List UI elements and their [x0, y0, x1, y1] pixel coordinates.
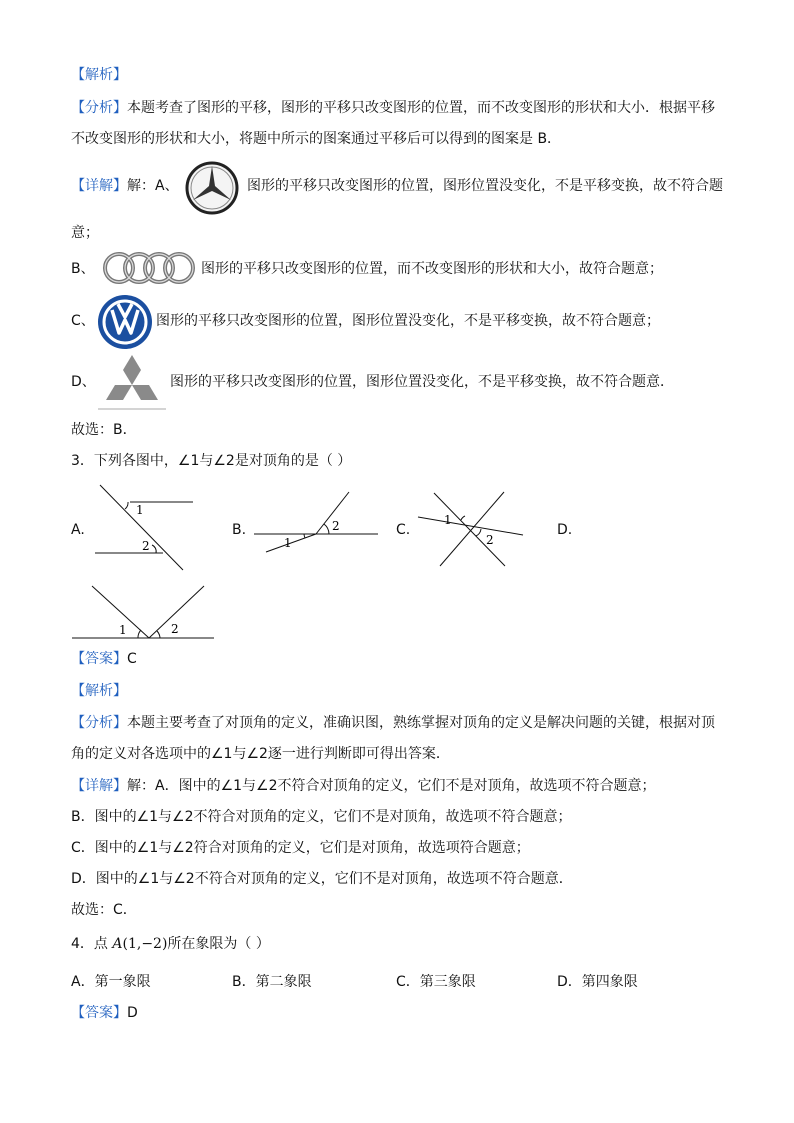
- q4-answer: 【答案】D: [71, 1005, 138, 1021]
- q3-option-b-label: B.: [232, 522, 247, 538]
- guxuan-1: 故选：B．: [71, 422, 137, 438]
- q4-option-c: C．第三象限: [396, 974, 476, 990]
- point-coords: (1,−2): [122, 936, 168, 952]
- q3-figure-c: [414, 490, 526, 568]
- q3-xiangjie-c: C．图中的∠1与∠2符合对顶角的定义，它们是对顶角，故选项符合题意；: [71, 840, 530, 856]
- q3-fenxi-line-2: 角的定义对各选项中的∠1与∠2逐一进行判断即可得出答案．: [71, 746, 450, 762]
- q3-figure-b: [252, 490, 382, 560]
- xiangjie-d-text: 图形的平移只改变图形的位置，图形位置没变化，不是平移变换，故不符合题意．: [170, 374, 674, 390]
- q3-a-angle-2: 2: [142, 539, 150, 553]
- q3-answer: 【答案】C: [71, 651, 137, 667]
- q3-figure-a: [90, 483, 196, 573]
- q3-option-a-label: A.: [71, 522, 85, 538]
- mercedes-logo-icon: [184, 160, 240, 216]
- audi-rings-icon: [99, 250, 199, 286]
- q3-xiangjie-a: 【详解】解：A．图中的∠1与∠2不符合对顶角的定义，它们不是对顶角，故选项不符合题意；: [71, 778, 656, 794]
- q3-c-angle-2: 2: [486, 533, 494, 547]
- q4-option-b: B．第二象限: [232, 974, 312, 990]
- xiangjie-a-line: 【详解】解：A、: [71, 178, 179, 194]
- q3-b-angle-2: 2: [332, 519, 340, 533]
- q3-a-angle-1: 1: [136, 503, 144, 517]
- xiangjie-c-text: 图形的平移只改变图形的位置，图形位置没变化，不是平移变换，故不符合题意；: [156, 313, 660, 329]
- q4-option-a: A．第一象限: [71, 974, 151, 990]
- q3-c-angle-1: 1: [444, 513, 452, 527]
- fenxi-tag: 【分析】: [71, 100, 127, 116]
- fenxi-line-1: 【分析】本题考查了图形的平移，图形的平移只改变图形的位置，而不改变图形的形状和大小．根据平移: [71, 100, 715, 116]
- point-name: A: [112, 936, 123, 952]
- q3-option-d-label: D.: [557, 522, 573, 538]
- volkswagen-logo-icon: [96, 293, 154, 351]
- xiangjie-a-text: 图形的平移只改变图形的位置，图形位置没变化，不是平移变换，故不符合题: [247, 178, 723, 194]
- q3-guxuan: 故选：C．: [71, 902, 137, 918]
- q3-d-angle-2: 2: [171, 622, 179, 636]
- q3-figure-d: [70, 583, 216, 643]
- xiangjie-a-cont: 意；: [71, 225, 99, 241]
- question-4: 4．点 A(1,−2)所在象限为（ ）: [71, 936, 270, 952]
- question-3: 3．下列各图中，∠1与∠2是对顶角的是（ ）: [71, 453, 352, 469]
- q3-xiangjie-d: D．图中的∠1与∠2不符合对顶角的定义，它们不是对顶角，故选项不符合题意．: [71, 871, 573, 887]
- xiangjie-c-prefix: C、: [71, 313, 95, 329]
- xiangjie-tag: 【详解】: [71, 178, 127, 194]
- xiangjie-b-prefix: B、: [71, 261, 95, 277]
- q3-fenxi-line-1: 【分析】本题主要考查了对顶角的定义，准确识图，熟练掌握对顶角的定义是解决问题的关键，根据对顶: [71, 715, 715, 731]
- q3-xiangjie-b: B．图中的∠1与∠2不符合对顶角的定义，它们不是对顶角，故选项不符合题意；: [71, 809, 572, 825]
- jiexi-heading: 【解析】: [71, 67, 127, 83]
- q3-d-angle-1: 1: [119, 623, 127, 637]
- xiangjie-b-text: 图形的平移只改变图形的位置，而不改变图形的形状和大小，故符合题意；: [201, 261, 663, 277]
- xiangjie-d-prefix: D、: [71, 374, 96, 390]
- q3-jiexi-heading: 【解析】: [71, 683, 127, 699]
- q3-b-angle-1: 1: [284, 536, 292, 550]
- fenxi-line-2: 不改变图形的形状和大小，将题中所示的图案通过平移后可以得到的图案是 B．: [71, 131, 562, 147]
- q3-option-c-label: C.: [396, 522, 411, 538]
- mitsubishi-logo-icon: [96, 353, 168, 413]
- q4-option-d: D．第四象限: [557, 974, 638, 990]
